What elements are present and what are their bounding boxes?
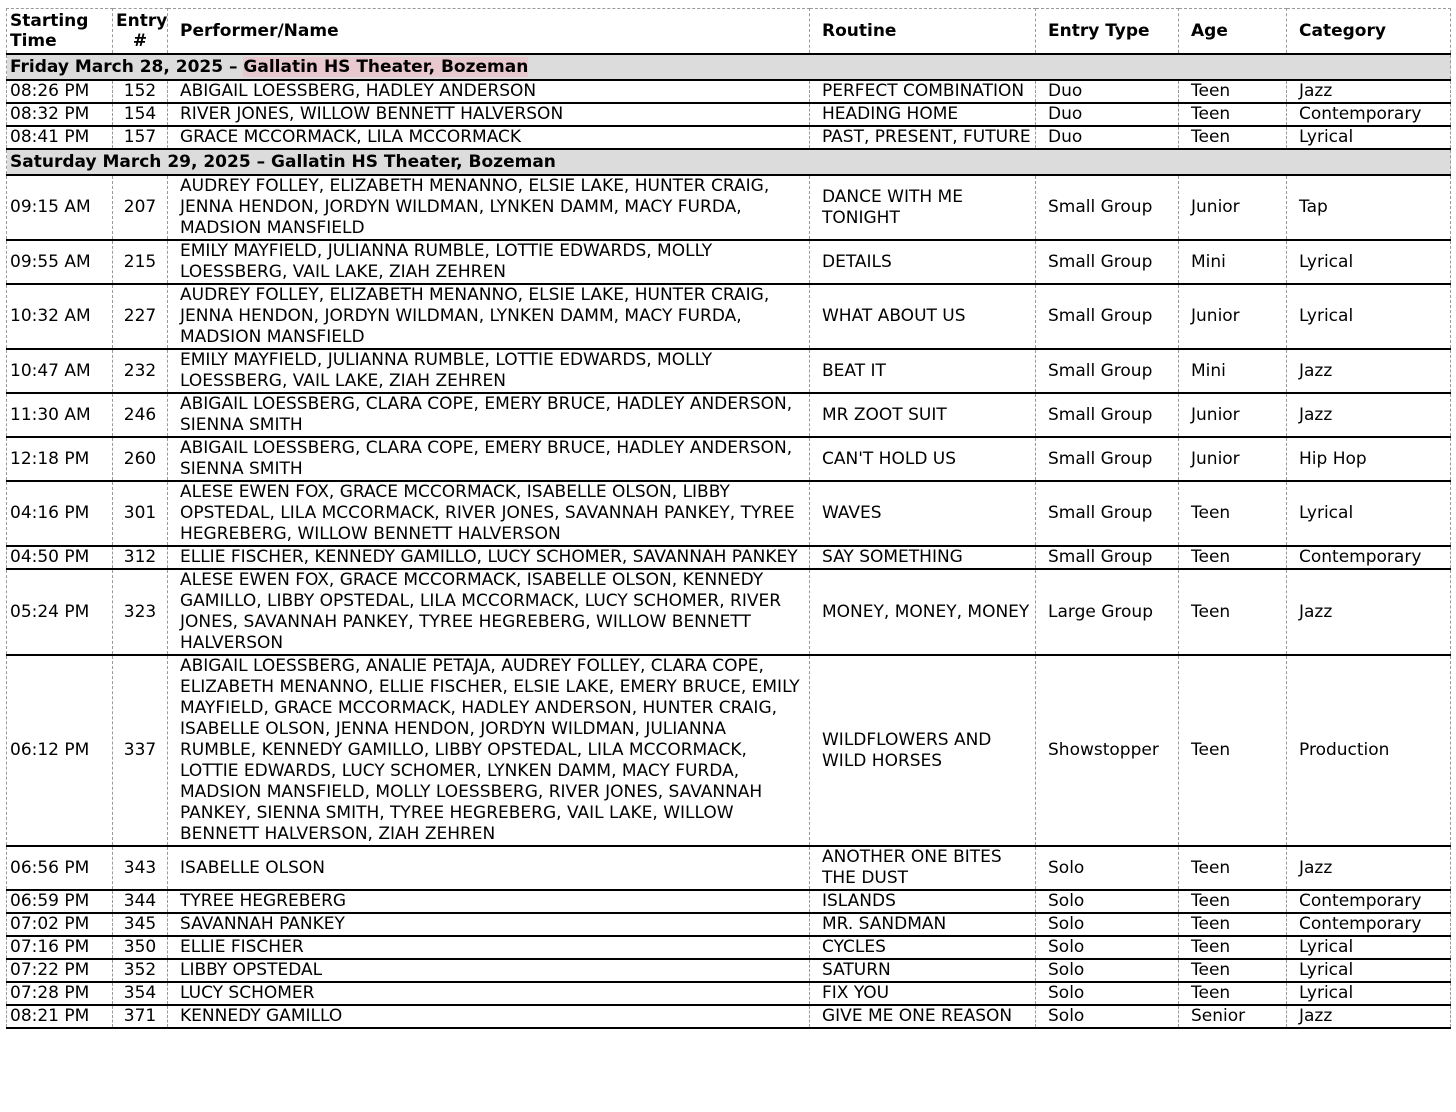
dance-category: Lyrical [1287,126,1451,149]
table-row [7,284,1451,349]
table-row [7,913,1451,936]
age-division: Teen [1179,959,1287,982]
performer-names: AUDREY FOLLEY, ELIZABETH MENANNO, ELSIE LAKE, HUNTER CRAIG, JENNA HENDON, JORDYN WILDMAN, LYNKEN DAMM, MACY FURDA, MADSION MANSFIELD [168,284,810,349]
performer-names: ELLIE FISCHER [168,936,810,959]
header-age: Age [1179,9,1287,55]
section-title [7,54,1451,80]
entry-type: Small Group [1036,546,1179,569]
dance-category: Jazz [1287,1005,1451,1028]
entry-type: Duo [1036,103,1179,126]
entry-number: 157 [113,126,168,149]
entry-number: 354 [113,982,168,1005]
entry-number: 227 [113,284,168,349]
entry-type: Duo [1036,80,1179,103]
start-time: 09:15 AM [7,175,113,240]
performer-names: LUCY SCHOMER [168,982,810,1005]
performer-names: RIVER JONES, WILLOW BENNETT HALVERSON [168,103,810,126]
routine-name: MR ZOOT SUIT [810,393,1036,437]
dance-category: Lyrical [1287,959,1451,982]
age-division: Junior [1179,437,1287,481]
routine-name: MR. SANDMAN [810,913,1036,936]
dance-category: Lyrical [1287,240,1451,284]
header-entry-number: Entry # [113,9,168,55]
entry-number: 350 [113,936,168,959]
routine-name: SATURN [810,959,1036,982]
start-time: 11:30 AM [7,393,113,437]
routine-name: FIX YOU [810,982,1036,1005]
age-division: Teen [1179,913,1287,936]
entry-number: 152 [113,80,168,103]
section-title [7,149,1451,175]
performer-names: EMILY MAYFIELD, JULIANNA RUMBLE, LOTTIE EDWARDS, MOLLY LOESSBERG, VAIL LAKE, ZIAH ZEHREN [168,240,810,284]
section-date: Saturday March 29, 2025 – [10,151,272,172]
section-header-row [7,54,1451,80]
routine-name: WAVES [810,481,1036,546]
performer-names: ALESE EWEN FOX, GRACE MCCORMACK, ISABELLE OLSON, KENNEDY GAMILLO, LIBBY OPSTEDAL, LILA MCCORMACK, LUCY SCHOMER, RIVER JONES, SAVANNAH PANKEY, TYREE HEGREBERG, WILLOW BENNETT HALVERSON [168,569,810,655]
entry-number: 215 [113,240,168,284]
start-time: 07:02 PM [7,913,113,936]
header-starting-time: Starting Time [7,9,113,55]
start-time: 06:12 PM [7,655,113,846]
table-row [7,126,1451,149]
age-division: Teen [1179,481,1287,546]
entry-type: Solo [1036,936,1179,959]
table-row [7,349,1451,393]
routine-name: PERFECT COMBINATION [810,80,1036,103]
table-row [7,936,1451,959]
routine-name: BEAT IT [810,349,1036,393]
entry-number: 352 [113,959,168,982]
performer-names: KENNEDY GAMILLO [168,1005,810,1028]
routine-name: SAY SOMETHING [810,546,1036,569]
table-row [7,80,1451,103]
routine-name: DANCE WITH ME TONIGHT [810,175,1036,240]
entry-type: Large Group [1036,569,1179,655]
entry-type: Solo [1036,959,1179,982]
dance-category: Lyrical [1287,982,1451,1005]
dance-category: Contemporary [1287,890,1451,913]
table-row [7,1005,1451,1028]
routine-name: WHAT ABOUT US [810,284,1036,349]
entry-type: Solo [1036,846,1179,890]
routine-name: ISLANDS [810,890,1036,913]
performer-names: GRACE MCCORMACK, LILA MCCORMACK [168,126,810,149]
dance-category: Lyrical [1287,481,1451,546]
performer-names: LIBBY OPSTEDAL [168,959,810,982]
schedule-table [6,8,1451,1029]
header-row [7,9,1451,55]
performer-names: ABIGAIL LOESSBERG, HADLEY ANDERSON [168,80,810,103]
start-time: 06:59 PM [7,890,113,913]
start-time: 08:21 PM [7,1005,113,1028]
routine-name: CAN'T HOLD US [810,437,1036,481]
entry-number: 344 [113,890,168,913]
table-row [7,393,1451,437]
entry-type: Solo [1036,982,1179,1005]
routine-name: HEADING HOME [810,103,1036,126]
performer-names: ISABELLE OLSON [168,846,810,890]
entry-number: 154 [113,103,168,126]
entry-number: 260 [113,437,168,481]
age-division: Teen [1179,546,1287,569]
start-time: 07:28 PM [7,982,113,1005]
age-division: Mini [1179,349,1287,393]
age-division: Teen [1179,126,1287,149]
start-time: 08:41 PM [7,126,113,149]
routine-name: WILDFLOWERS AND WILD HORSES [810,655,1036,846]
start-time: 12:18 PM [7,437,113,481]
routine-name: ANOTHER ONE BITES THE DUST [810,846,1036,890]
performer-names: AUDREY FOLLEY, ELIZABETH MENANNO, ELSIE LAKE, HUNTER CRAIG, JENNA HENDON, JORDYN WILDMAN, LYNKEN DAMM, MACY FURDA, MADSION MANSFIELD [168,175,810,240]
dance-category: Tap [1287,175,1451,240]
start-time: 10:47 AM [7,349,113,393]
age-division: Teen [1179,936,1287,959]
dance-category: Production [1287,655,1451,846]
header-category: Category [1287,9,1451,55]
header-performer: Performer/Name [168,9,810,55]
start-time: 07:16 PM [7,936,113,959]
start-time: 09:55 AM [7,240,113,284]
table-row [7,103,1451,126]
table-row [7,175,1451,240]
start-time: 07:22 PM [7,959,113,982]
dance-category: Contemporary [1287,913,1451,936]
routine-name: PAST, PRESENT, FUTURE [810,126,1036,149]
header-entry-type: Entry Type [1036,9,1179,55]
dance-category: Hip Hop [1287,437,1451,481]
dance-category: Lyrical [1287,936,1451,959]
section-venue: Gallatin HS Theater, Bozeman [243,56,529,77]
start-time: 06:56 PM [7,846,113,890]
dance-category: Contemporary [1287,103,1451,126]
performer-names: TYREE HEGREBERG [168,890,810,913]
dance-category: Jazz [1287,349,1451,393]
dance-category: Lyrical [1287,284,1451,349]
dance-category: Contemporary [1287,546,1451,569]
table-row [7,655,1451,846]
entry-type: Small Group [1036,437,1179,481]
dance-category: Jazz [1287,80,1451,103]
table-row [7,240,1451,284]
age-division: Teen [1179,655,1287,846]
entry-type: Small Group [1036,284,1179,349]
entry-number: 323 [113,569,168,655]
table-row [7,437,1451,481]
age-division: Teen [1179,846,1287,890]
routine-name: GIVE ME ONE REASON [810,1005,1036,1028]
performer-names: ALESE EWEN FOX, GRACE MCCORMACK, ISABELLE OLSON, LIBBY OPSTEDAL, LILA MCCORMACK, RIVER JONES, SAVANNAH PANKEY, TYREE HEGREBERG, WILLOW BENNETT HALVERSON [168,481,810,546]
section-date: Friday March 28, 2025 – [10,56,244,77]
schedule-body [7,54,1451,1028]
entry-number: 312 [113,546,168,569]
entry-number: 246 [113,393,168,437]
performer-names: ABIGAIL LOESSBERG, CLARA COPE, EMERY BRUCE, HADLEY ANDERSON, SIENNA SMITH [168,393,810,437]
age-division: Mini [1179,240,1287,284]
age-division: Teen [1179,569,1287,655]
performer-names: EMILY MAYFIELD, JULIANNA RUMBLE, LOTTIE EDWARDS, MOLLY LOESSBERG, VAIL LAKE, ZIAH ZEHREN [168,349,810,393]
performer-names: ABIGAIL LOESSBERG, CLARA COPE, EMERY BRUCE, HADLEY ANDERSON, SIENNA SMITH [168,437,810,481]
age-division: Junior [1179,284,1287,349]
entry-type: Solo [1036,913,1179,936]
entry-type: Showstopper [1036,655,1179,846]
entry-type: Solo [1036,890,1179,913]
performer-names: ELLIE FISCHER, KENNEDY GAMILLO, LUCY SCHOMER, SAVANNAH PANKEY [168,546,810,569]
start-time: 04:50 PM [7,546,113,569]
performer-names: ABIGAIL LOESSBERG, ANALIE PETAJA, AUDREY FOLLEY, CLARA COPE, ELIZABETH MENANNO, ELLIE FISCHER, ELSIE LAKE, EMERY BRUCE, EMILY MAYFIELD, GRACE MCCORMACK, HADLEY ANDERSON, HUNTER CRAIG, ISABELLE OLSON, JENNA HENDON, JORDYN WILDMAN, JULIANNA RUMBLE, KENNEDY GAMILLO, LIBBY OPSTEDAL, LILA MCCORMACK, LOTTIE EDWARDS, LUCY SCHOMER, LYNKEN DAMM, MACY FURDA, MADSION MANSFIELD, MOLLY LOESSBERG, RIVER JONES, SAVANNAH PANKEY, SIENNA SMITH, TYREE HEGREBERG, VAIL LAKE, WILLOW BENNETT HALVERSON, ZIAH ZEHREN [168,655,810,846]
start-time: 04:16 PM [7,481,113,546]
table-row [7,546,1451,569]
age-division: Teen [1179,103,1287,126]
age-division: Senior [1179,1005,1287,1028]
age-division: Junior [1179,393,1287,437]
entry-number: 371 [113,1005,168,1028]
performer-names: SAVANNAH PANKEY [168,913,810,936]
header-routine: Routine [810,9,1036,55]
start-time: 08:32 PM [7,103,113,126]
section-header-row [7,149,1451,175]
entry-type: Small Group [1036,240,1179,284]
age-division: Teen [1179,80,1287,103]
entry-number: 207 [113,175,168,240]
dance-category: Jazz [1287,846,1451,890]
entry-type: Small Group [1036,481,1179,546]
dance-category: Jazz [1287,393,1451,437]
entry-number: 337 [113,655,168,846]
age-division: Junior [1179,175,1287,240]
table-row [7,481,1451,546]
entry-type: Duo [1036,126,1179,149]
table-row [7,846,1451,890]
start-time: 08:26 PM [7,80,113,103]
table-row [7,959,1451,982]
table-row [7,982,1451,1005]
entry-type: Small Group [1036,349,1179,393]
age-division: Teen [1179,890,1287,913]
entry-type: Solo [1036,1005,1179,1028]
routine-name: CYCLES [810,936,1036,959]
section-venue: Gallatin HS Theater, Bozeman [271,151,556,172]
start-time: 05:24 PM [7,569,113,655]
table-row [7,569,1451,655]
age-division: Teen [1179,982,1287,1005]
entry-type: Small Group [1036,175,1179,240]
entry-number: 232 [113,349,168,393]
routine-name: MONEY, MONEY, MONEY [810,569,1036,655]
entry-number: 345 [113,913,168,936]
entry-type: Small Group [1036,393,1179,437]
dance-category: Jazz [1287,569,1451,655]
table-row [7,890,1451,913]
entry-number: 343 [113,846,168,890]
start-time: 10:32 AM [7,284,113,349]
entry-number: 301 [113,481,168,546]
routine-name: DETAILS [810,240,1036,284]
